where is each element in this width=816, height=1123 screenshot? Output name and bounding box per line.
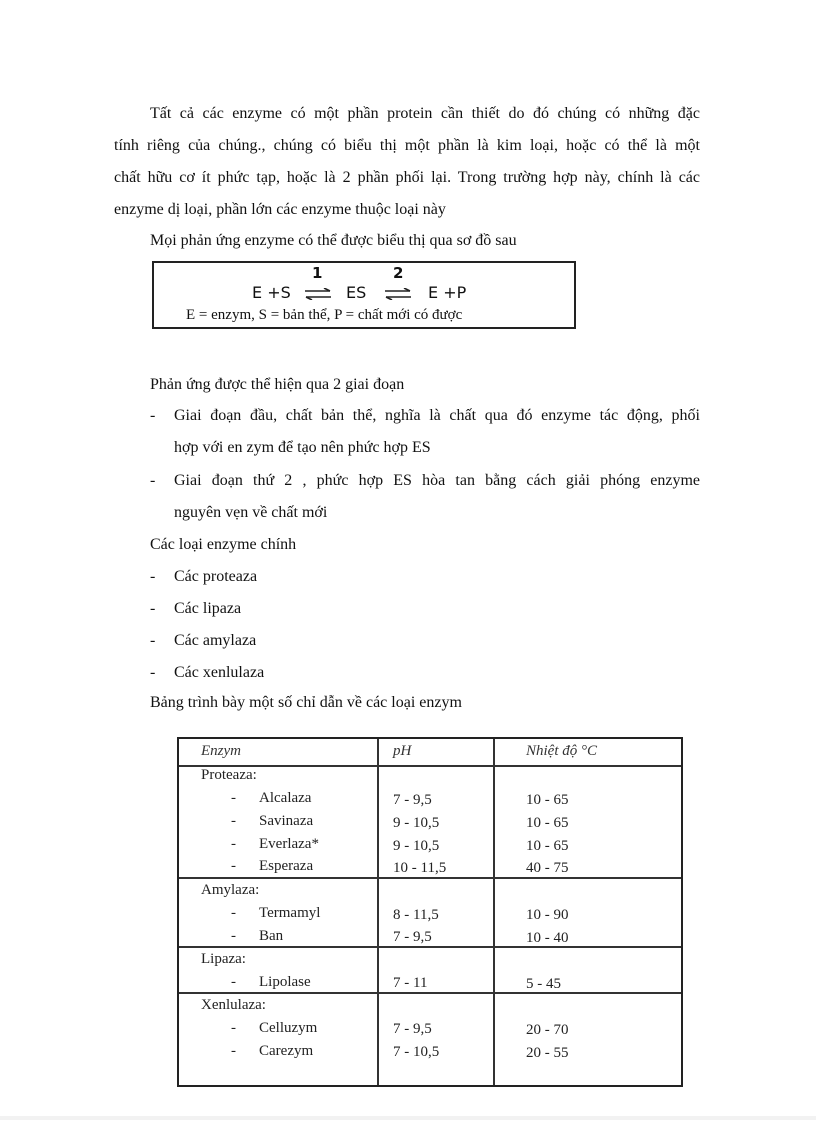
enzyme-temperature: 40 - 75 bbox=[526, 860, 569, 876]
list-dash: - bbox=[150, 472, 156, 489]
group-name-proteaza: Proteaza: bbox=[201, 767, 257, 783]
list-dash: - bbox=[150, 407, 156, 424]
stage-2-line-2: nguyên vẹn về chất mới bbox=[174, 504, 328, 521]
intro-line-2: tính riêng của chúng., chúng có biểu thị một phần là kim loại, hoặc có thể là một bbox=[114, 137, 700, 154]
list-dash: - bbox=[150, 568, 156, 585]
header-enzyme: Enzym bbox=[201, 743, 241, 759]
row-dash: - bbox=[231, 1020, 236, 1036]
intro-line-1: Tất cả các enzyme có một phần protein cần thiết do đó chúng có những đặc bbox=[150, 105, 700, 122]
row-dash: - bbox=[231, 905, 236, 921]
intro-line-4: enzyme dị loại, phần lớn các enzyme thuộc loại này bbox=[114, 201, 446, 218]
enzyme-temperature: 10 - 65 bbox=[526, 815, 569, 831]
enzyme-ph: 7 - 9,5 bbox=[393, 929, 432, 945]
row-dash: - bbox=[231, 1043, 236, 1059]
table-row-divider bbox=[179, 946, 681, 948]
enzyme-table bbox=[177, 737, 683, 1087]
stage-1-line-2: hợp với en zym để tạo nên phức hợp ES bbox=[174, 439, 431, 456]
enzyme-ph: 8 - 11,5 bbox=[393, 907, 439, 923]
enzyme-temperature: 10 - 65 bbox=[526, 792, 569, 808]
enzyme-name: Celluzym bbox=[259, 1020, 318, 1036]
stages-heading: Phản ứng được thể hiện qua 2 giai đoạn bbox=[150, 376, 405, 393]
scheme-complex: ES bbox=[346, 283, 367, 302]
group-name-amylaza: Amylaza: bbox=[201, 882, 260, 898]
enzyme-ph: 7 - 9,5 bbox=[393, 1021, 432, 1037]
enzyme-temperature: 5 - 45 bbox=[526, 976, 561, 992]
scheme-products: E +P bbox=[428, 283, 467, 302]
types-heading: Các loại enzyme chính bbox=[150, 536, 297, 553]
row-dash: - bbox=[231, 813, 236, 829]
enzyme-temperature: 10 - 65 bbox=[526, 838, 569, 854]
enzyme-temperature: 10 - 90 bbox=[526, 907, 569, 923]
stage-2-line-1: Giai đoạn thứ 2 , phức hợp ES hòa tan bằng cách giải phóng enzyme bbox=[174, 472, 700, 489]
scheme-legend: E = enzym, S = bản thể, P = chất mới có được bbox=[186, 307, 463, 323]
enzyme-name: Savinaza bbox=[259, 813, 314, 829]
type-item-proteaza: Các proteaza bbox=[174, 568, 258, 585]
header-temperature: Nhiệt độ °C bbox=[526, 743, 598, 759]
list-dash: - bbox=[150, 664, 156, 681]
table-column-divider bbox=[493, 739, 495, 1085]
enzyme-ph: 7 - 10,5 bbox=[393, 1044, 440, 1060]
page-bottom-edge bbox=[0, 1116, 816, 1120]
table-row-divider bbox=[179, 992, 681, 994]
list-dash: - bbox=[150, 632, 156, 649]
scheme-reactants: E +S bbox=[252, 283, 291, 302]
enzyme-name: Lipolase bbox=[259, 974, 311, 990]
enzyme-name: Alcalaza bbox=[259, 790, 312, 806]
header-ph: pH bbox=[393, 743, 412, 759]
group-name-lipaza: Lipaza: bbox=[201, 951, 246, 967]
equilibrium-arrow-icon bbox=[384, 288, 412, 300]
enzyme-ph: 9 - 10,5 bbox=[393, 838, 440, 854]
row-dash: - bbox=[231, 974, 236, 990]
table-column-divider bbox=[377, 739, 379, 1085]
row-dash: - bbox=[231, 790, 236, 806]
type-item-xenlulaza: Các xenlulaza bbox=[174, 664, 265, 681]
type-item-lipaza: Các lipaza bbox=[174, 600, 242, 617]
enzyme-temperature: 10 - 40 bbox=[526, 930, 569, 946]
type-item-amylaza: Các amylaza bbox=[174, 632, 257, 649]
row-dash: - bbox=[231, 928, 236, 944]
intro-line-3: chất hữu cơ ít phức tạp, hoặc là 2 phần phối lại. Trong trường hợp này, chính là các bbox=[114, 169, 700, 186]
group-name-xenlulaza: Xenlulaza: bbox=[201, 997, 266, 1013]
enzyme-ph: 7 - 9,5 bbox=[393, 792, 432, 808]
row-dash: - bbox=[231, 836, 236, 852]
enzyme-ph: 7 - 11 bbox=[393, 975, 428, 991]
table-row-divider bbox=[179, 877, 681, 879]
equilibrium-arrow-icon bbox=[304, 288, 332, 300]
reaction-scheme-box bbox=[152, 261, 576, 329]
enzyme-name: Everlaza* bbox=[259, 836, 319, 852]
scheme-step-1-label: 1 bbox=[312, 264, 323, 282]
intro-line-5: Mọi phản ứng enzyme có thể được biểu thị qua sơ đồ sau bbox=[150, 232, 517, 249]
stage-1-line-1: Giai đoạn đầu, chất bản thể, nghĩa là chất qua đó enzyme tác động, phối bbox=[174, 407, 700, 424]
enzyme-ph: 9 - 10,5 bbox=[393, 815, 440, 831]
enzyme-temperature: 20 - 70 bbox=[526, 1022, 569, 1038]
table-caption: Bảng trình bày một số chỉ dẫn về các loại enzym bbox=[150, 694, 462, 711]
enzyme-temperature: 20 - 55 bbox=[526, 1045, 569, 1061]
row-dash: - bbox=[231, 858, 236, 874]
enzyme-name: Termamyl bbox=[259, 905, 321, 921]
list-dash: - bbox=[150, 600, 156, 617]
enzyme-ph: 10 - 11,5 bbox=[393, 860, 447, 876]
enzyme-name: Ban bbox=[259, 928, 284, 944]
enzyme-name: Carezym bbox=[259, 1043, 314, 1059]
scheme-step-2-label: 2 bbox=[393, 264, 404, 282]
enzyme-name: Esperaza bbox=[259, 858, 314, 874]
